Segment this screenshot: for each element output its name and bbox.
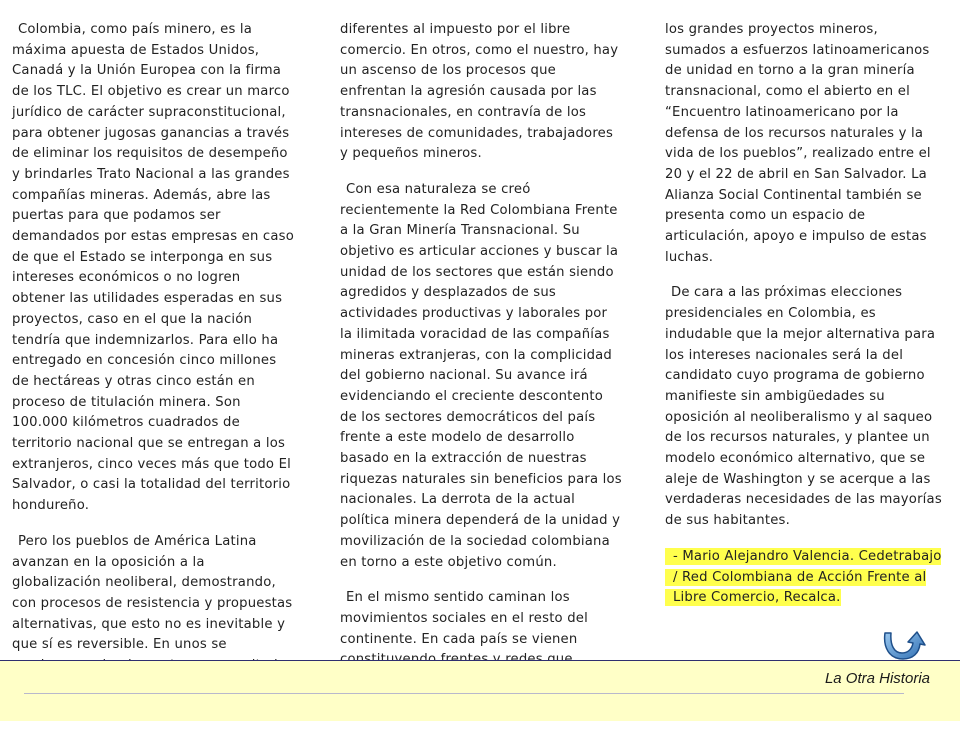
paragraph: los grandes proyectos mineros, sumados a esfuerzos latinoamericanos de unidad en torno a la gran minería transnacional, como el abierto en el “Encuentro latinoamericano por la defensa de los recursos naturales y la vida de los pueblos”, realizado entre el 20 y el 22 de abril en San Salvador. La Alianza Social Continental también se presenta como un espacio de articulación, apoyo e impulso de estas luchas. [665, 22, 931, 265]
paragraph: diferentes al impuesto por el libre comercio. En otros, como el nuestro, hay un ascenso de los procesos que enfrentan la agresión causada por las transnacionales, en contravía de los intereses de comunidades, trabajadores y pequeños mineros. [340, 22, 619, 162]
paragraph: De cara a las próximas elecciones presidenciales en Colombia, es indudable que la mejor alternativa para los intereses nacionales será la del candidato cuyo programa de gobierno manifieste sin ambigüedades su oposición al neoliberalismo y al saqueo de los recursos naturales, y plantee un modelo económico alternativo, que se aleje de Washington y se acerque a las verdaderas necesidades de las mayorías de sus habitantes. [665, 285, 942, 529]
paragraph: Pero los pueblos de América Latina avanzan en la oposición a la globalización neoliberal, demostrando, con procesos de resistencia y propuestas alternativas, que esto no es inevitable y que sí es reversible. En unos se [12, 533, 293, 653]
article-column-2 [340, 20, 622, 707]
signature-paragraph [665, 547, 943, 609]
footer-brand: La Otra Historia [824, 670, 930, 687]
footer-bar [0, 660, 960, 721]
footer-divider [24, 693, 904, 694]
paragraph: Colombia, como país minero, es la máxima apuesta de Estados Unidos, Canadá y la Unión Europea con la firma de los TLC. El objetivo es crear un marco jurídico de carácter supraconstitucional, para obtener jugosas ganancias a través de eliminar los requisitos de desempeño y brindarles Trato Nacional a las grandes compañías mineras. Además, abre las puertas para que podamos ser demandados por estas empresas en caso de que el Estado se interponga en sus intereses económicos o no logren obtener las utilidades esperadas en sus proyectos, caso en el que la nación tendría que indemnizarlos. Para ello ha entregado en concesión cinco millones de hectáreas y otras cinco están en proceso de titulación minera. Son 100.000 kilómetros cuadrados de territorio nacional que se entregan a los extranjeros, cinco veces más que todo El Salvador, o casi la totalidad del territorio hondureño. [12, 22, 294, 514]
paragraph: En el mismo sentido caminan los movimientos sociales en el resto del continente. En cada país se vienen [340, 590, 588, 647]
paragraph: Con esa naturaleza se creó recientemente la Red Colombiana Frente a la Gran Minería Transnacional. Su objetivo es articular acciones y buscar la unidad de los sectores que están siendo agredidos y desplazados de sus actividades productivas y laborales por la ilimitada voracidad de las compañías mineras extranjeras, con la complicidad del gobierno nacional. Su avance irá evidenciando el creciente descontento de los sectores democráticos del país frente a este modelo de desarrollo basado en la extracción de nuestras riquezas naturales sin beneficios para los nacionales. La derrota de la actual política minera dependerá de la unidad y movilización de la sociedad colombiana en torno a este objetivo común. [340, 181, 622, 570]
author-signature: - Mario Alejandro Valencia. Cedetrabajo / Red Colombiana de Acción Frente al Libre Comercio, Recalca. [665, 548, 941, 606]
article-column-3 [665, 20, 943, 624]
article-column-1 [12, 20, 295, 733]
